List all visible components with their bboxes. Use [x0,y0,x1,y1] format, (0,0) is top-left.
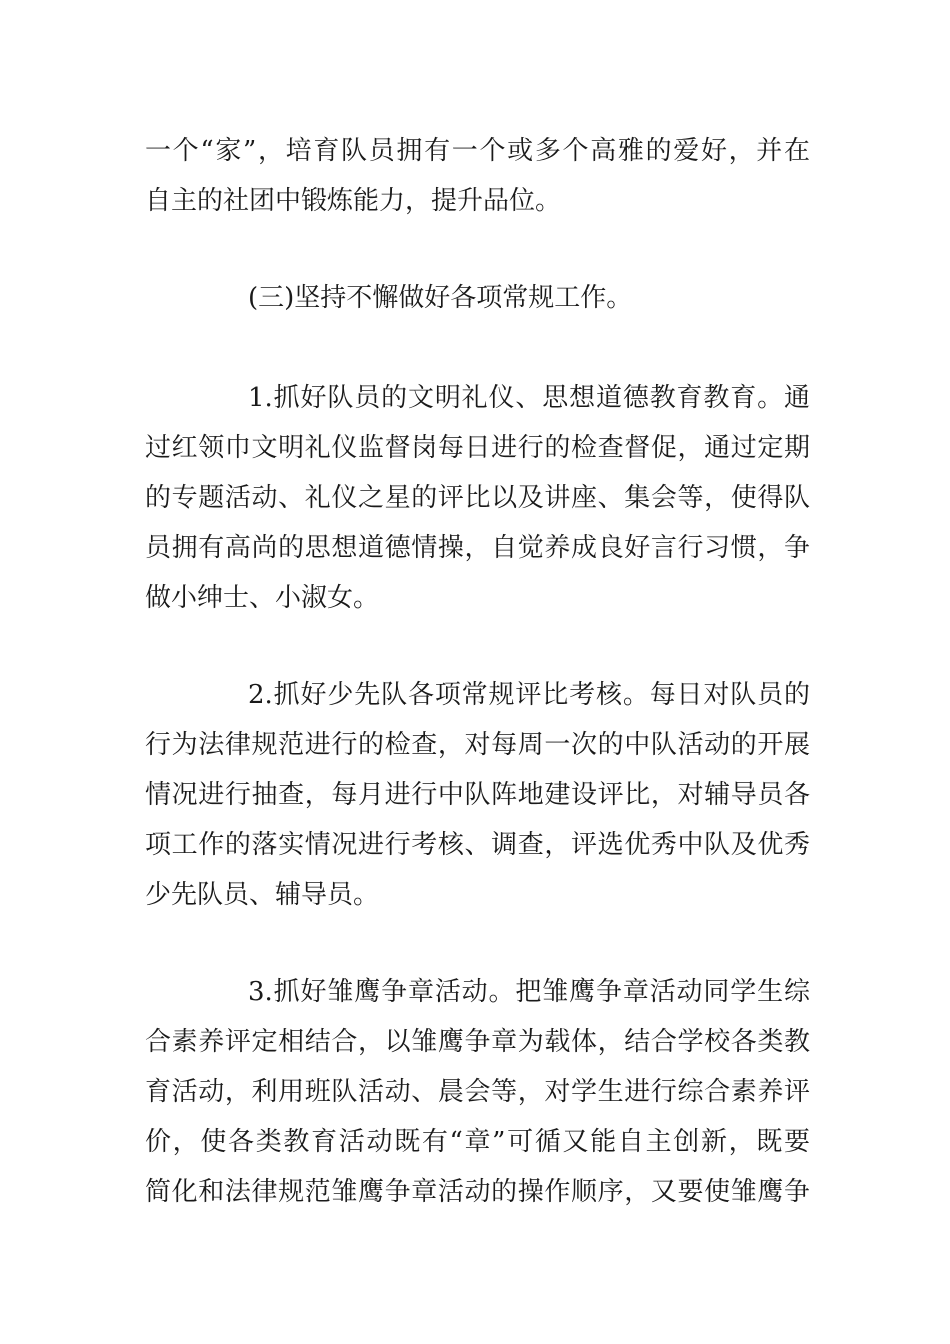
paragraph-line: 3.抓好雏鹰争章活动。把雏鹰争章活动同学生综 [248,977,810,1007]
paragraph-line: 行为法律规范进行的检查，对每周一次的中队活动的开展 [145,730,810,760]
paragraph-line: 育活动，利用班队活动、晨会等，对学生进行综合素养评 [145,1077,810,1107]
section-heading: (三)坚持不懈做好各项常规工作。 [248,283,633,313]
paragraph-line: 做小绅士、小淑女。 [145,583,380,613]
paragraph-line: 的专题活动、礼仪之星的评比以及讲座、集会等，使得队 [145,483,810,513]
paragraph-line: 2.抓好少先队各项常规评比考核。每日对队员的 [248,680,810,710]
paragraph-line: 少先队员、辅导员。 [145,880,380,910]
paragraph-line: 价，使各类教育活动既有“章”可循又能自主创新，既要 [145,1127,810,1157]
paragraph-line: 过红领巾文明礼仪监督岗每日进行的检查督促，通过定期 [145,433,810,463]
paragraph-line: 合素养评定相结合，以雏鹰争章为载体，结合学校各类教 [145,1027,810,1057]
paragraph-line: 自主的社团中锻炼能力，提升品位。 [145,186,562,216]
paragraph-line: 员拥有高尚的思想道德情操，自觉养成良好言行习惯，争 [145,533,810,563]
paragraph-line: 项工作的落实情况进行考核、调查，评选优秀中队及优秀 [145,830,810,860]
paragraph-line: 情况进行抽查，每月进行中队阵地建设评比，对辅导员各 [145,780,810,810]
paragraph-line: 一个“家”，培育队员拥有一个或多个高雅的爱好，并在 [145,136,810,166]
paragraph-line: 简化和法律规范雏鹰争章活动的操作顺序，又要使雏鹰争 [145,1177,810,1207]
paragraph-line: 1.抓好队员的文明礼仪、思想道德教育教育。通 [248,383,810,413]
